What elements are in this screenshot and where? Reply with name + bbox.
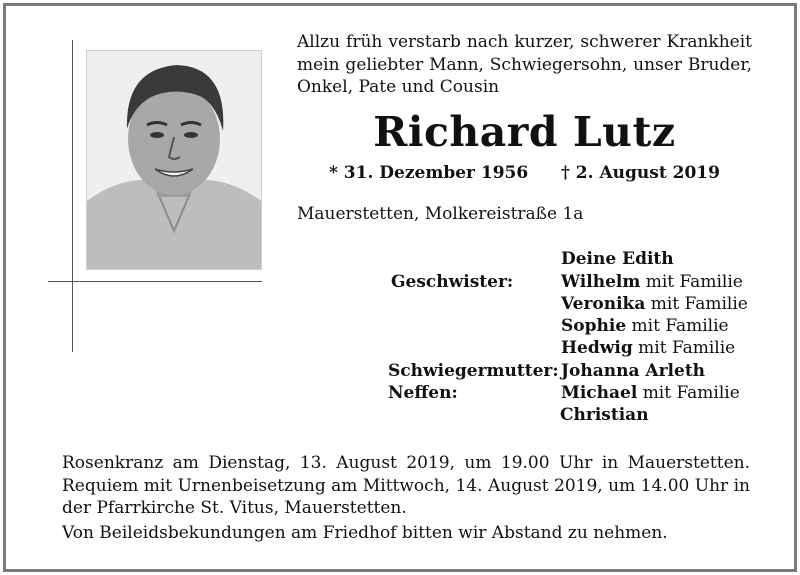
sibling-suffix: mit Familie [645,272,743,292]
portrait-photo [86,50,262,270]
mother-in-law-name: Johanna Arleth [561,361,706,381]
service-details: Rosenkranz am Dienstag, 13. August 2019, um 19.00 Uhr in Mauerstetten. Requiem mit Urnenbeisetzung am Mittwoch, 14. August 2019, um 14.00 Uhr in der Pfarrkirche St. Vitus, Mauerstetten. [62,453,750,518]
sibling-suffix: mit Familie [631,316,729,336]
sibling-name: Hedwig [561,338,633,358]
deceased-name: Richard Lutz [373,108,676,156]
sibling-suffix: mit Familie [638,338,736,358]
sibling-entry [561,338,735,358]
nephews-label: Neffen: [388,383,458,403]
sibling-name: Sophie [561,316,627,336]
cross-vertical-line [72,40,73,352]
nephew-suffix: mit Familie [642,383,740,403]
condolence-note: Von Beileidsbekundungen am Friedhof bitten wir Abstand zu nehmen. [62,523,668,543]
siblings-label: Geschwister: [391,272,514,292]
cross-horizontal-line [48,281,262,282]
sibling-entry [561,294,748,314]
mother-in-law-label: Schwiegermutter: [388,361,559,381]
sibling-suffix: mit Familie [650,294,748,314]
nephew-entry [561,383,740,403]
portrait-illustration [87,51,261,269]
sibling-entry [561,272,743,292]
birth-date: * 31. Dezember 1956 [329,163,529,183]
death-date: † 2. August 2019 [561,163,720,183]
wife-name: Deine Edith [561,249,674,269]
intro-text: Allzu früh verstarb nach kurzer, schwerer Krankheit mein geliebter Mann, Schwiegersohn, unser Bruder, Onkel, Pate und Cousin [297,32,752,97]
sibling-entry [561,316,729,336]
nephew-name: Christian [560,405,649,425]
nephew-entry [560,405,649,425]
address: Mauerstetten, Molkereistraße 1a [297,204,584,224]
sibling-name: Wilhelm [561,272,641,292]
sibling-name: Veronika [561,294,646,314]
nephew-name: Michael [561,383,638,403]
